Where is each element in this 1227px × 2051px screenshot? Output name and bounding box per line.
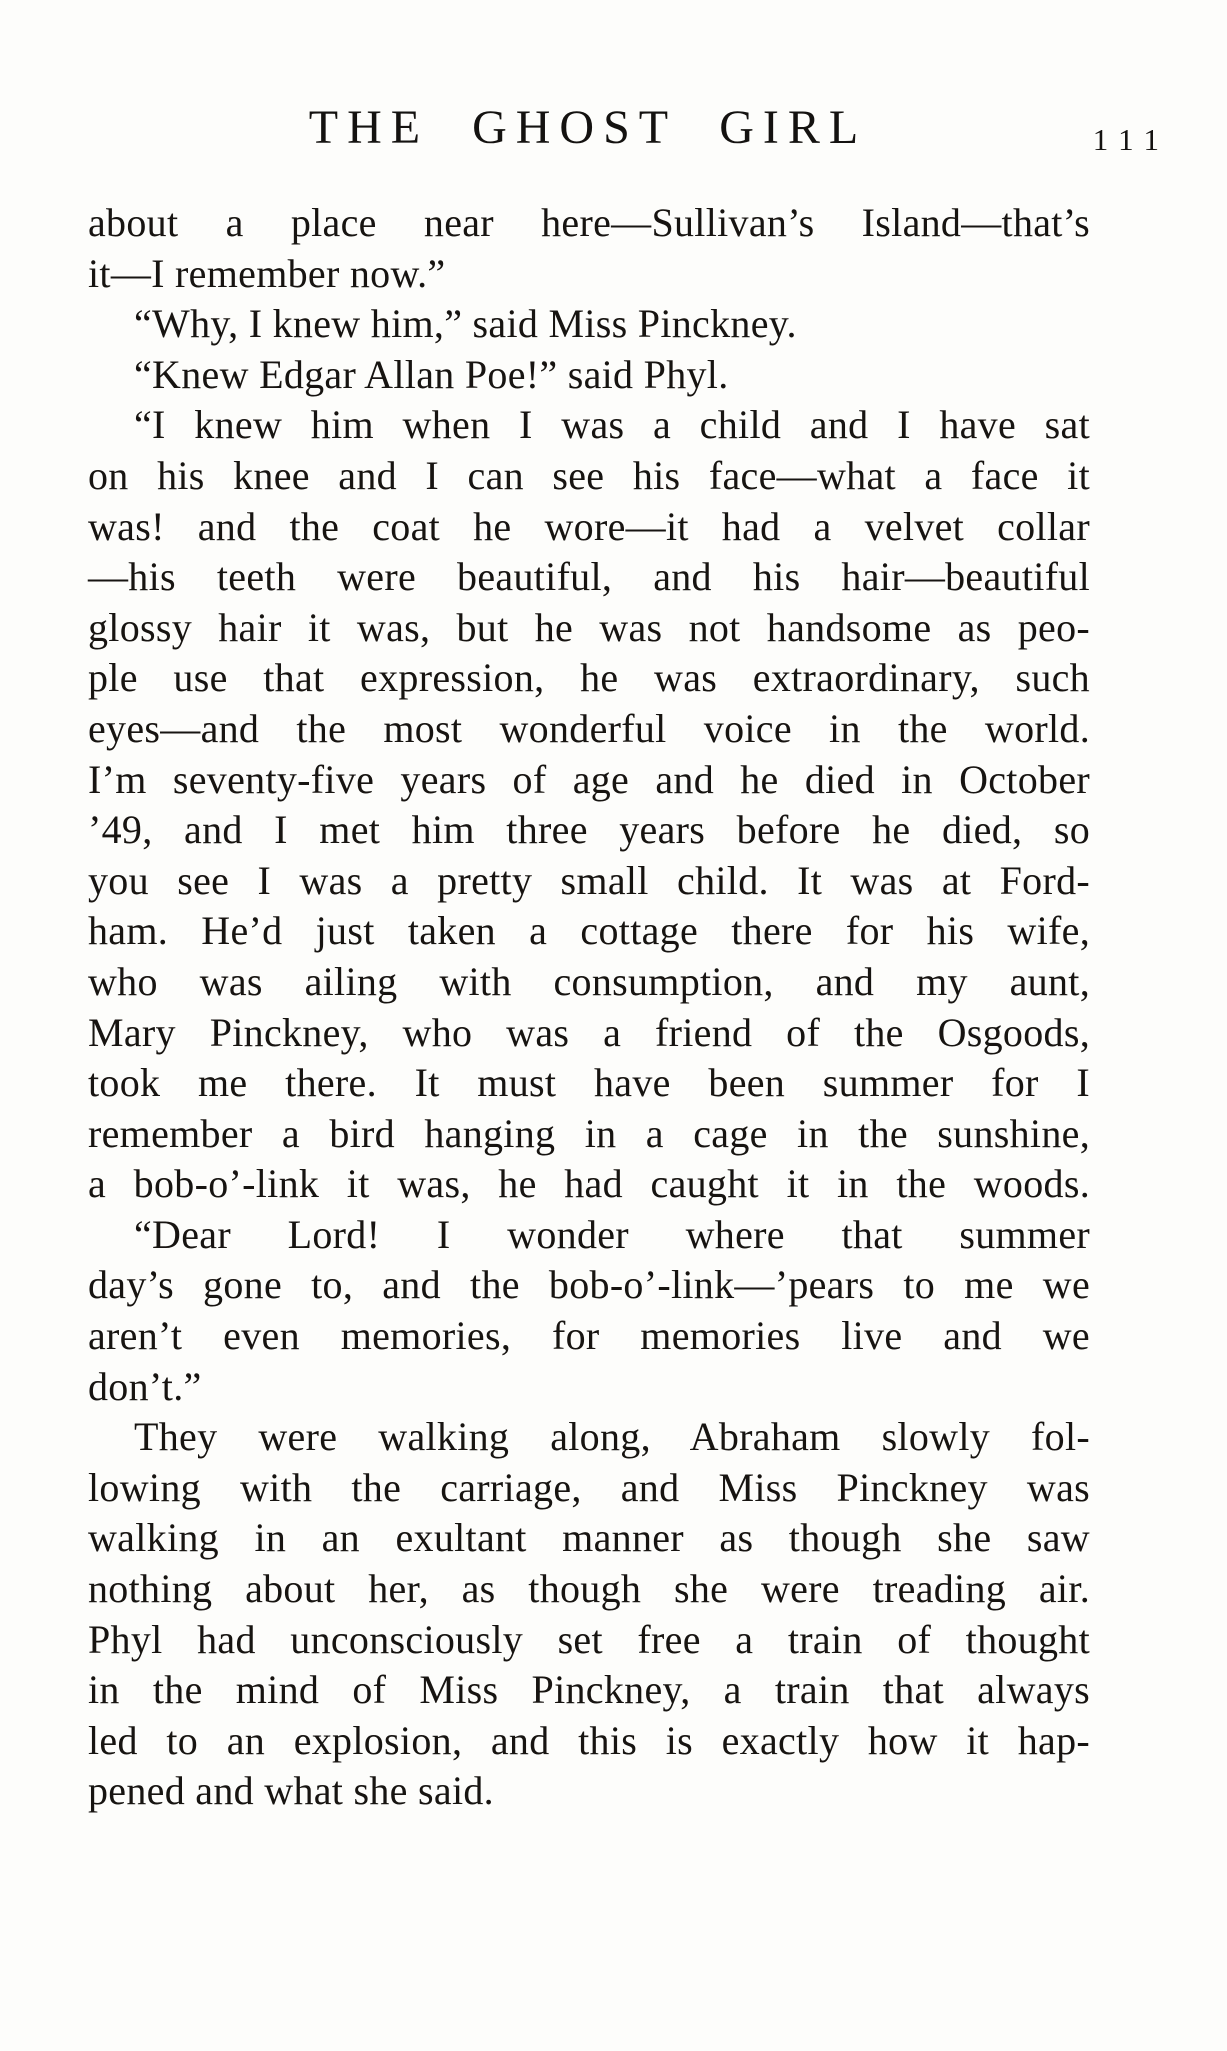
text-line: Mary Pinckney, who was a friend of the Osgoods, — [88, 1009, 1090, 1055]
text-line: you see I was a pretty small child. It was at Ford- — [88, 857, 1090, 903]
text-line: “I knew him when I was a child and I have sat — [134, 402, 1090, 448]
text-line: I’m seventy-five years of age and he died in October — [88, 756, 1090, 802]
text-line: Phyl had unconsciously set free a train of thought — [88, 1616, 1090, 1662]
text-line: They were walking along, Abraham slowly fol- — [134, 1414, 1090, 1460]
text-line: ple use that expression, he was extraordinary, such — [88, 655, 1090, 701]
text-line: “Dear Lord! I wonder where that summer — [134, 1211, 1090, 1257]
text-line: ham. He’d just taken a cottage there for his wife, — [88, 908, 1090, 954]
text-line: in the mind of Miss Pinckney, a train that always — [88, 1667, 1090, 1713]
text-line: glossy hair it was, but he was not handsome as peo- — [88, 604, 1090, 650]
text-line: was! and the coat he wore—it had a velvet collar — [88, 503, 1090, 549]
page-number: 111 — [1092, 122, 1170, 157]
text-line: aren’t even memories, for memories live and we — [88, 1313, 1090, 1359]
text-line: lowing with the carriage, and Miss Pinckney was — [88, 1464, 1090, 1510]
text-line: day’s gone to, and the bob-o’-link—’pears to me we — [88, 1262, 1090, 1308]
text-line: “Knew Edgar Allan Poe!” said Phyl. — [134, 351, 729, 397]
text-line: it—I remember now.” — [88, 250, 446, 296]
page-text-block — [88, 198, 1090, 1817]
text-line: walking in an exultant manner as though she saw — [88, 1515, 1090, 1561]
text-line: pened and what she said. — [88, 1768, 494, 1814]
text-line: a bob-o’-link it was, he had caught it in the woods. — [88, 1161, 1090, 1207]
text-line: took me there. It must have been summer for I — [88, 1060, 1090, 1106]
text-line: on his knee and I can see his face—what a face it — [88, 452, 1090, 498]
running-header-title: THE GHOST GIRL — [308, 101, 868, 154]
text-line: who was ailing with consumption, and my aunt, — [88, 958, 1090, 1004]
text-line: —his teeth were beautiful, and his hair—beautiful — [88, 554, 1090, 600]
text-line: nothing about her, as though she were treading air. — [88, 1566, 1090, 1612]
text-line: ’49, and I met him three years before he died, so — [88, 807, 1090, 853]
text-line: remember a bird hanging in a cage in the sunshine, — [88, 1110, 1090, 1156]
text-line: about a place near here—Sullivan’s Island—that’s — [88, 200, 1090, 245]
text-line: led to an explosion, and this is exactly how it hap- — [88, 1717, 1090, 1763]
text-line: don’t.” — [88, 1363, 202, 1409]
text-line: “Why, I knew him,” said Miss Pinckney. — [134, 301, 797, 347]
text-line: eyes—and the most wonderful voice in the world. — [88, 705, 1090, 751]
